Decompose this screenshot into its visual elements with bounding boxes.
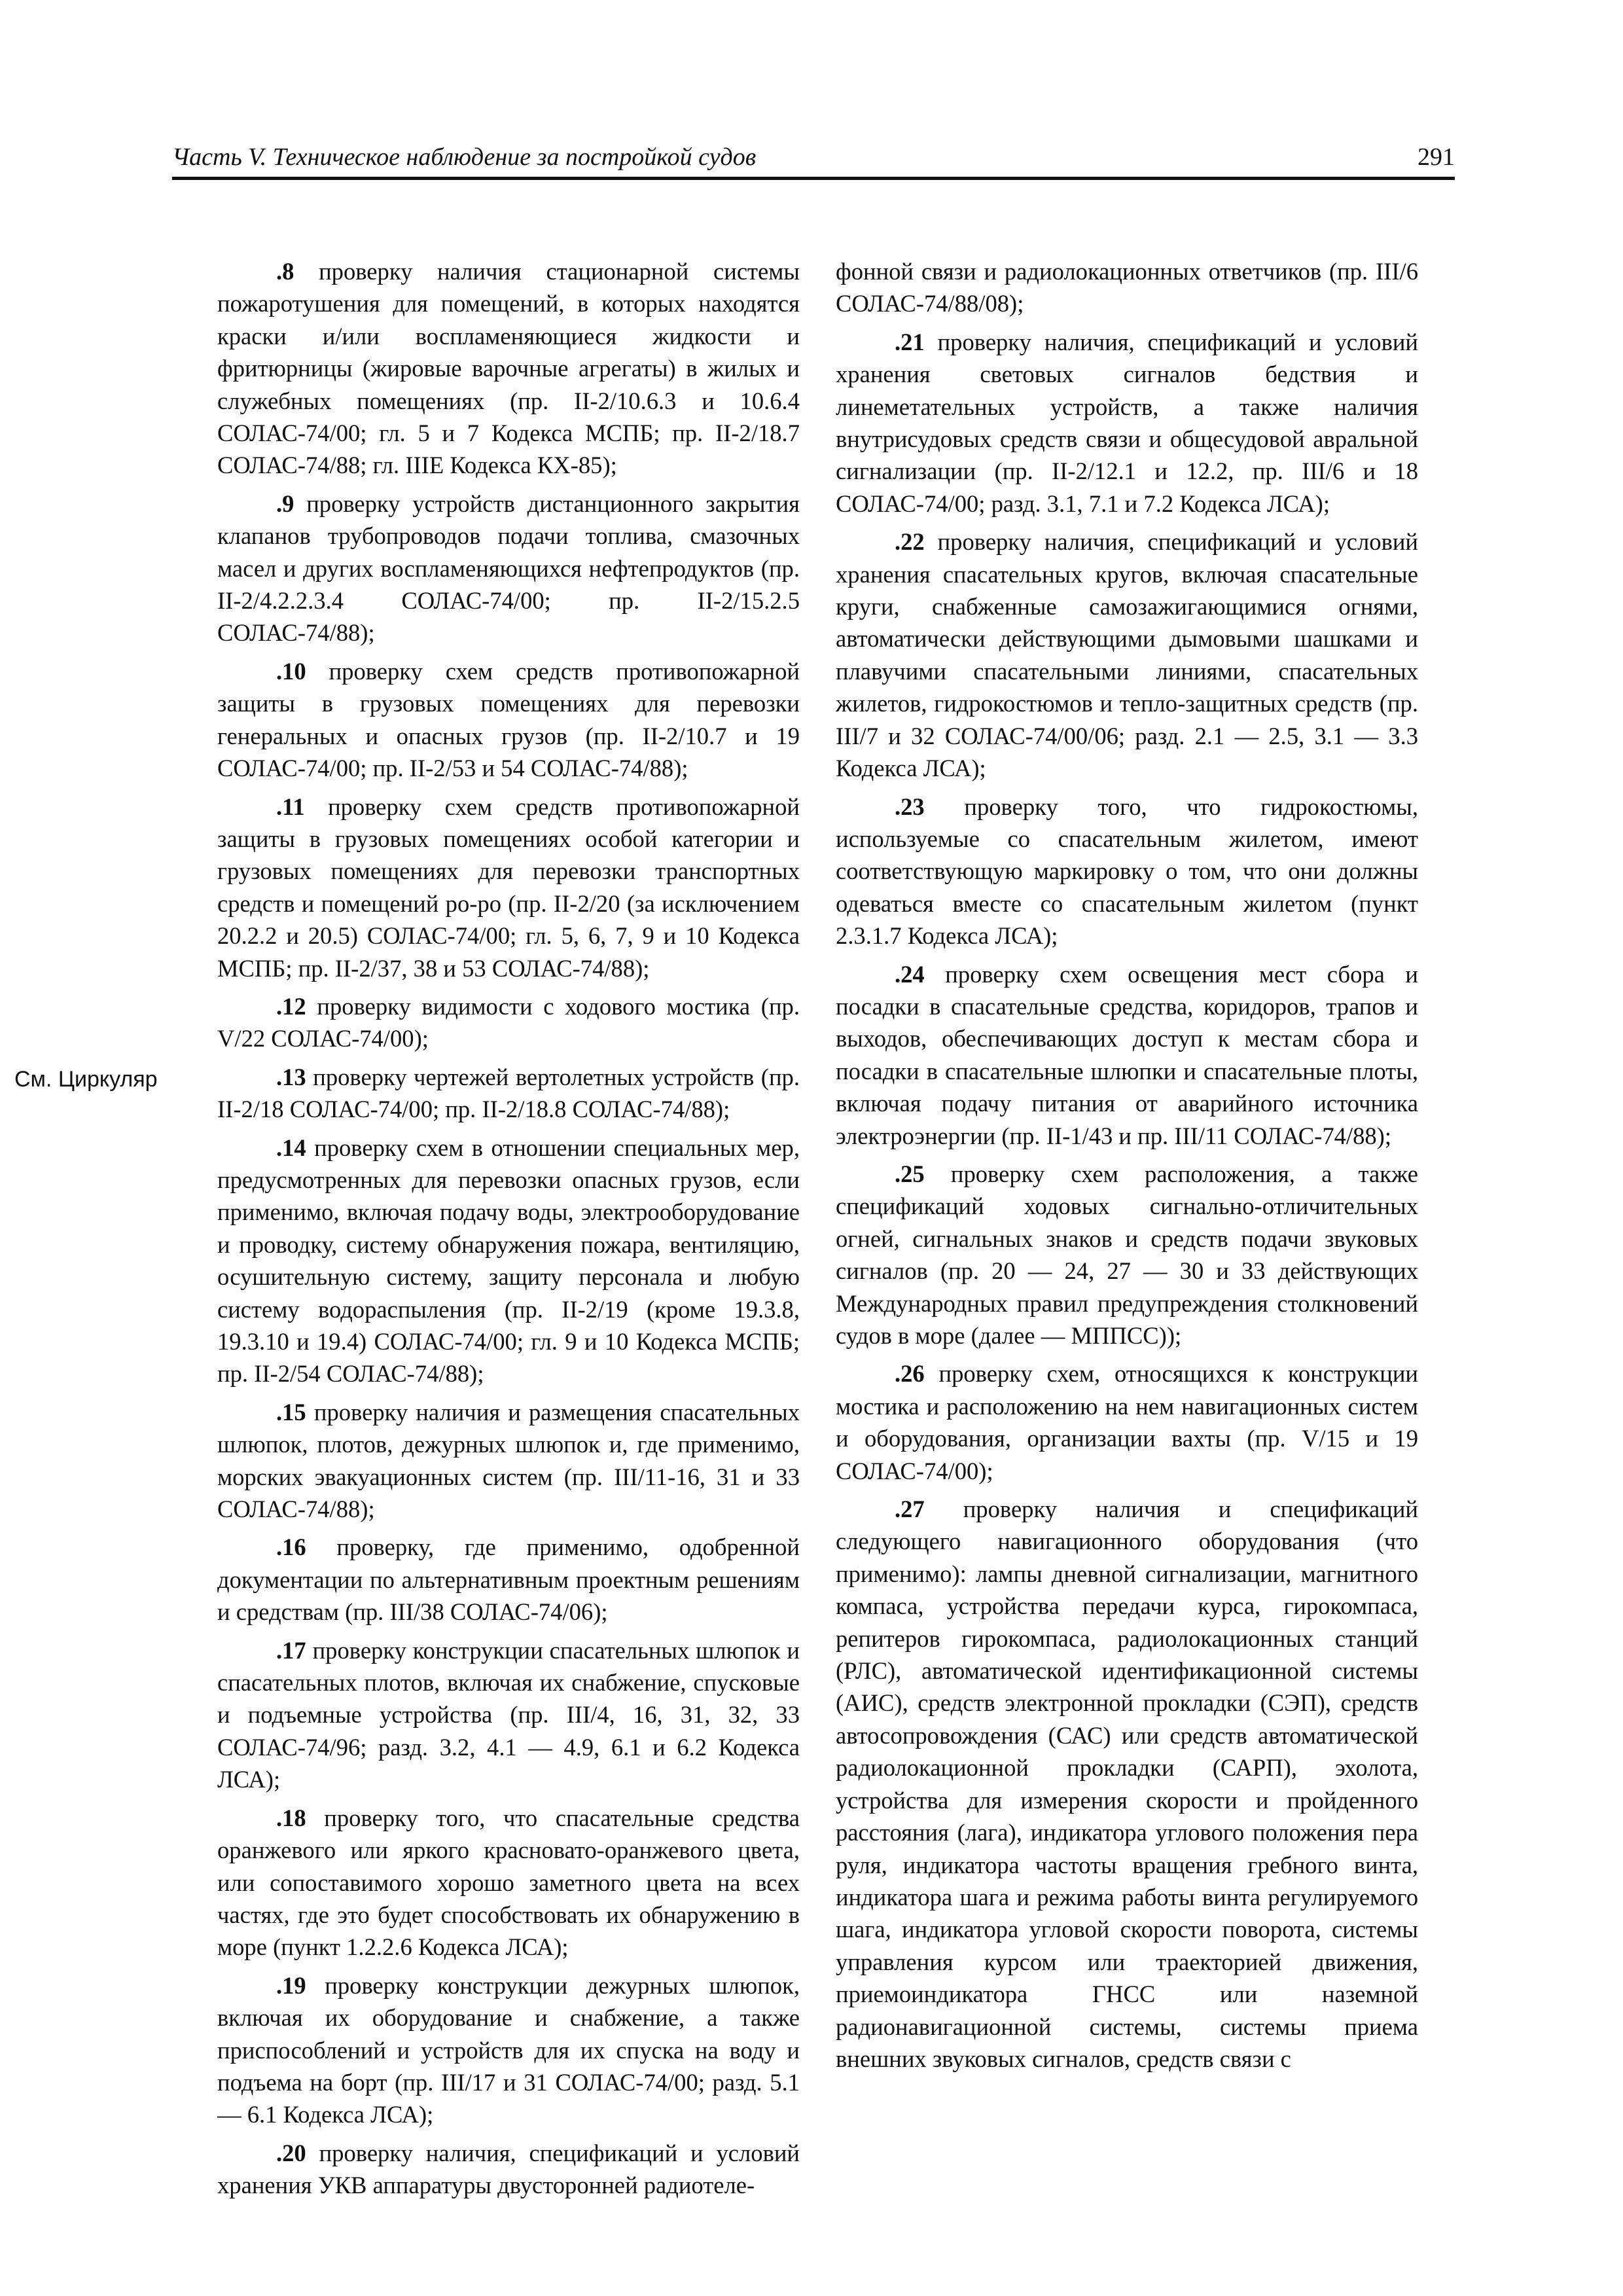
item-number: .15 [276, 1398, 306, 1426]
item-text: проверку наличия и спецификаций следующего навигационного оборудования (что применимо): лампы дневной сигнализации, магнитного компаса, устройства передачи курса, гирокомпаса, репитеров гирокомпаса, радиолокационных станций (РЛС), автоматической идентификационной системы (АИС), средств электронной прокладки (СЭП), средств автосопровождения (САС) или средств автоматической радиолокационной прокладки (САРП), эхолота, устройства для измерения скорости и пройденного расстояния (лага), индикатора углового положения пера руля, индикатора частоты вращения гребного винта, индикатора шага и режима работы винта регулируемого шага, индикатора угловой скорости поворота, системы управления курсом или траекторией движения, приемоиндикатора ГНСС или наземной радионавигационной системы, системы приема внешних звуковых сигналов, средств связи с [836, 1496, 1418, 2072]
list-item [217, 1969, 800, 2131]
item-text: проверку видимости с ходового мостика (пр. V/22 СОЛАС-74/00); [217, 992, 800, 1052]
item-number: .27 [895, 1496, 925, 1523]
item-text: проверку конструкции дежурных шлюпок, включая их оборудование и снабжение, а также приспособлений и устройств для их спуска на воду и подъема на борт (пр. III/17 и 31 СОЛАС-74/00; разд. 5.1 — 6.1 Кодекса ЛСА); [217, 1971, 800, 2128]
page-number: 291 [1418, 143, 1455, 171]
item-number: .10 [276, 657, 306, 685]
item-text: проверку схем освещения мест сбора и посадки в спасательные средства, коридоров, трапов и выходов, обеспечивающих доступ к местам сбора и посадки в спасательные шлюпки и спасательные плоты, включая подачу питания от аварийного источника электроэнергии (пр. II-1/43 и пр. III/11 СОЛАС-74/88); [836, 960, 1418, 1149]
item-number: .21 [895, 328, 925, 355]
list-item [217, 1634, 800, 1796]
item-number: .11 [276, 793, 305, 820]
item-text: проверку наличия, спецификаций и условий хранения световых сигналов бедствия и линеметательных устройств, а также наличия внутрисудовых средств связи и общесудовой авральной сигнализации (пр. II-2/12.1 и 12.2, пр. III/6 и 18 СОЛАС-74/00; разд. 3.1, 7.1 и 7.2 Кодекса ЛСА); [836, 328, 1418, 517]
page-header [172, 143, 1455, 179]
list-item [217, 1132, 800, 1390]
list-item [217, 655, 800, 785]
list-item [836, 958, 1418, 1152]
item-text: проверку чертежей вертолетных устройств (пр. II-2/18 СОЛАС-74/00; пр. II-2/18.8 СОЛАС-74/88); [217, 1063, 800, 1123]
margin-note: См. Циркуляр [14, 1067, 158, 1092]
item-number: .19 [276, 1971, 306, 1999]
list-item [836, 1158, 1418, 1352]
item-number: .23 [895, 793, 925, 820]
item-text: проверку наличия, спецификаций и условий хранения спасательных кругов, включая спасательные круги, снабженные самозажигающимися огнями, автоматически действующими дымовыми шашками и плавучими спасательными линиями, спасательных жилетов, гидрокостюмов и тепло-защитных средств (пр. III/7 и 32 СОЛАС-74/00/06; разд. 2.1 — 2.5, 3.1 — 3.3 Кодекса ЛСА); [836, 528, 1418, 782]
item-text: проверку схем в отношении специальных мер, предусмотренных для перевозки опасных грузов, если применимо, включая подачу воды, электрооборудование и проводку, систему обнаружения пожара, вентиляцию, осушительную систему, защиту персонала и любую систему водораспыления (пр. II-2/19 (кроме 19.3.8, 19.3.10 и 19.4) СОЛАС-74/00; гл. 9 и 10 Кодекса МСПБ; пр. II-2/54 СОЛАС-74/88); [217, 1134, 800, 1388]
list-item [836, 326, 1418, 520]
list-item [217, 1802, 800, 1964]
list-item [836, 791, 1418, 952]
left-column [217, 255, 800, 2208]
list-item [836, 255, 1418, 320]
item-number: .13 [276, 1063, 306, 1090]
item-text: проверку наличия стационарной системы пожаротушения для помещений, в которых находятся краски и/или воспламеняющиеся жидкости и фритюрницы (жировые варочные агрегаты) в жилых и служебных помещениях (пр. II-2/10.6.3 и 10.6.4 СОЛАС-74/00; гл. 5 и 7 Кодекса МСПБ; пр. II-2/18.7 СОЛАС-74/88; гл. IIIE Кодекса КХ-85); [217, 258, 800, 479]
item-text: проверку схем средств противопожарной защиты в грузовых помещениях особой категории и грузовых помещениях для перевозки транспортных средств и помещений ро-ро (пр. II-2/20 (за исключением 20.2.2 и 20.5) СОЛАС-74/00; гл. 5, 6, 7, 9 и 10 Кодекса МСПБ; пр. II-2/37, 38 и 53 СОЛАС-74/88); [217, 793, 800, 982]
item-number: .17 [276, 1636, 306, 1664]
list-item [217, 990, 800, 1055]
item-text: проверку конструкции спасательных шлюпок и спасательных плотов, включая их снабжение, спусковые и подъемные устройства (пр. III/4, 16, 31, 32, 33 СОЛАС-74/96; разд. 3.2, 4.1 — 4.9, 6.1 и 6.2 Кодекса ЛСА); [217, 1636, 800, 1793]
running-title: Часть V. Техническое наблюдение за постройкой судов [172, 143, 757, 171]
item-number: .8 [276, 258, 294, 285]
list-item [836, 1357, 1418, 1487]
item-number: .20 [276, 2139, 306, 2166]
item-number: .18 [276, 1804, 306, 1831]
list-item [217, 791, 800, 984]
list-item [217, 1531, 800, 1628]
item-text: фонной связи и радиолокационных ответчиков (пр. III/6 СОЛАС-74/88/08); [836, 258, 1418, 317]
list-item [217, 488, 800, 649]
list-item [836, 1493, 1418, 2075]
item-text: проверку устройств дистанционного закрытия клапанов трубопроводов подачи топлива, смазочных масел и других воспламеняющихся нефтепродуктов (пр. II-2/4.2.2.3.4 СОЛАС-74/00; пр. II-2/15.2.5 СОЛАС-74/88); [217, 490, 800, 647]
list-item [836, 526, 1418, 784]
item-number: .26 [895, 1360, 925, 1388]
list-item [217, 255, 800, 482]
list-item [217, 1396, 800, 1526]
item-number: .9 [276, 490, 294, 517]
item-number: .14 [276, 1134, 306, 1161]
item-text: проверку того, что спасательные средства оранжевого или яркого красновато-оранжевого цвета, или сопоставимого хорошо заметного цвета на всех частях, где это будет способствовать их обнаружению в море (пункт 1.2.2.6 Кодекса ЛСА); [217, 1804, 800, 1961]
header-rule [172, 177, 1455, 180]
item-number: .16 [276, 1534, 306, 1561]
item-text: проверку схем расположения, а также спецификаций ходовых сигнально-отличительных огней, сигнальных знаков и средств подачи звуковых сигналов (пр. 20 — 24, 27 — 30 и 33 действующих Международных правил предупреждения столкновений судов в море (далее — МППСС)); [836, 1160, 1418, 1349]
item-text: проверку того, что гидрокостюмы, используемые со спасательным жилетом, имеют соответствующую маркировку о том, что они должны одеваться вместе со спасательным жилетом (пункт 2.3.1.7 Кодекса ЛСА); [836, 793, 1418, 950]
item-text: проверку наличия, спецификаций и условий хранения УКВ аппаратуры двусторонней радиотеле- [217, 2139, 800, 2199]
list-item [217, 1061, 800, 1126]
item-number: .22 [895, 528, 925, 556]
item-text: проверку схем средств противопожарной защиты в грузовых помещениях для перевозки генеральных и опасных грузов (пр. II-2/10.7 и 19 СОЛАС-74/00; пр. II-2/53 и 54 СОЛАС-74/88); [217, 657, 800, 782]
item-number: .12 [276, 992, 306, 1020]
item-text: проверку, где применимо, одобренной документации по альтернативным проектным решениям и средствам (пр. III/38 СОЛАС-74/06); [217, 1534, 800, 1626]
item-text: проверку наличия и размещения спасательных шлюпок, плотов, дежурных шлюпок и, где применимо, морских эвакуационных систем (пр. III/11-16, 31 и 33 СОЛАС-74/88); [217, 1398, 800, 1523]
right-column [836, 255, 1418, 2081]
item-text: проверку схем, относящихся к конструкции мостика и расположению на нем навигационных систем и оборудования, организации вахты (пр. V/15 и 19 СОЛАС-74/00); [836, 1360, 1418, 1484]
item-number: .24 [895, 960, 925, 988]
item-number: .25 [895, 1160, 925, 1187]
list-item [217, 2137, 800, 2202]
